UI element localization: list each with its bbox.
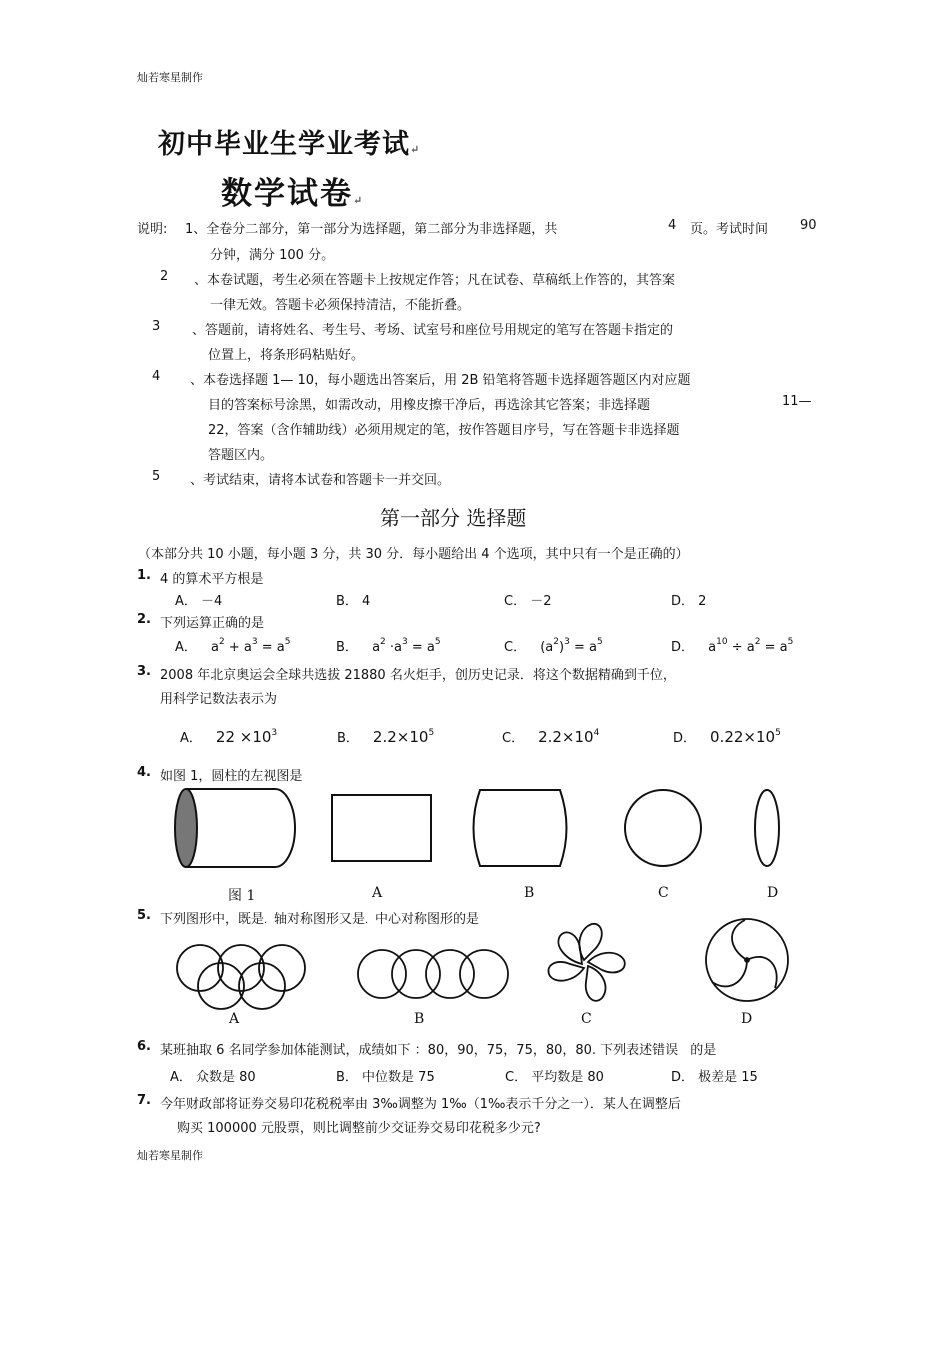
note-1-pages: 4 bbox=[668, 218, 677, 233]
q6-text: 某班抽取 6 名同学参加体能测试，成绩如下 ：80，90，75，75，80，80. 下列表述错误 的是 bbox=[160, 1043, 717, 1058]
note-1-line-a: 1、全卷分二部分，第一部分为选择题，第二部分为非选择题，共 bbox=[185, 222, 558, 237]
q6-option-a: A． 众数是 80 bbox=[170, 1070, 256, 1085]
q3-option-a: A． $22 \times 10^3$ bbox=[180, 728, 278, 746]
q4-figure-label: 图 1 bbox=[228, 888, 256, 904]
q5-label-a: A bbox=[229, 1011, 240, 1027]
q2-option-d: D． $a^{10} \div a^2 = a^5$ bbox=[671, 637, 794, 655]
note-4-line-a: 、本卷选择题 1— 10，每小题选出答案后，用 2B 铅笔将答题卡选择题答题区内对应题 bbox=[190, 373, 691, 388]
q5-number: 5. bbox=[137, 908, 151, 923]
q6-option-d: D． 极差是 15 bbox=[671, 1070, 758, 1085]
note-5-line-a: 、考试结束，请将本试卷和答题卡一并交回。 bbox=[190, 473, 451, 488]
q1-option-c: C． －2 bbox=[504, 594, 552, 609]
note-1-line-c: 分钟，满分 100 分。 bbox=[210, 248, 335, 263]
q3-option-b: B． $2.2\times 10^5$ bbox=[337, 728, 435, 746]
q4-label-a: A bbox=[372, 885, 383, 901]
q3-text-line1: 2008 年北京奥运会全球共选拔 21880 名火炬手，创历史记录．将这个数据精确到千位， bbox=[160, 668, 676, 683]
note-4-number: 4 bbox=[152, 369, 161, 384]
q5-text: 下列图形中，既是．轴对称图形又是．中心对称图形的是 bbox=[160, 912, 480, 927]
note-2-line-b: 一律无效。答题卡必须保持清洁，不能折叠。 bbox=[210, 298, 471, 313]
q2-text: 下列运算正确的是 bbox=[160, 616, 265, 631]
note-4-range: 11— bbox=[782, 394, 812, 409]
q4-text: 如图 1，圆柱的左视图是 bbox=[160, 769, 303, 784]
note-5-number: 5 bbox=[152, 469, 161, 484]
q2-option-a: A． $a^2 + a^3 = a^5$ bbox=[175, 637, 291, 655]
emphasis-dot: ． bbox=[264, 915, 275, 926]
q2-option-b: B． $a^2 \cdot a^3 = a^5$ bbox=[336, 637, 441, 655]
exam-title-line2: 数学试卷↵ bbox=[221, 176, 365, 212]
q7-text-line2: 购买 100000 元股票，则比调整前少交证券交易印花税多少元? bbox=[177, 1121, 541, 1136]
q7-number: 7. bbox=[137, 1093, 151, 1108]
q3-text-line2: 用科学记数法表示为 bbox=[160, 692, 278, 707]
olympic-rings-figure bbox=[177, 945, 305, 1009]
pinwheel-figure bbox=[548, 924, 624, 1001]
q6-number: 6. bbox=[137, 1039, 151, 1054]
exam-title-line1: 初中毕业生学业考试↵ bbox=[158, 129, 421, 160]
note-2-line-a: 、本卷试题，考生必须在答题卡上按规定作答；凡在试卷、草稿纸上作答的，其答案 bbox=[194, 273, 676, 288]
four-circles-figure bbox=[358, 950, 508, 998]
note-1-time: 90 bbox=[800, 218, 817, 233]
q6-option-c: C． 平均数是 80 bbox=[505, 1070, 604, 1085]
q1-option-a: A． －4 bbox=[175, 594, 223, 609]
cylinder-figure bbox=[175, 789, 295, 867]
option-d-ellipse bbox=[755, 790, 779, 866]
q7-text-line1: 今年财政部将证券交易印花税税率由 3‰调整为 1‰（1‰表示千分之一）．某人在调整后 bbox=[160, 1097, 681, 1112]
q6-option-b: B． 中位数是 75 bbox=[336, 1070, 435, 1085]
note-4-line-c: 22，答案（含作辅助线）必须用规定的笔，按作答题目序号，写在答题卡非选择题 bbox=[208, 423, 680, 438]
section-title: 第一部分 选择题 bbox=[380, 506, 527, 530]
note-4-line-d: 答题区内。 bbox=[208, 448, 274, 463]
note-3-line-b: 位置上，将条形码粘贴好。 bbox=[208, 348, 365, 363]
q1-option-b: B． 4 bbox=[336, 594, 371, 609]
note-2-number: 2 bbox=[160, 269, 169, 284]
footer-watermark: 灿若寒星制作 bbox=[137, 1149, 203, 1162]
q2-option-c: C． $(a^2)^3 = a^5$ bbox=[504, 637, 603, 655]
q4-label-b: B bbox=[524, 885, 535, 901]
option-b-barrel bbox=[474, 790, 567, 866]
section-intro: （本部分共 10 小题，每小题 3 分，共 30 分．每小题给出 4 个选项，其中只有一个是正确的） bbox=[138, 547, 689, 562]
q5-label-d: D bbox=[741, 1011, 753, 1027]
q5-label-c: C bbox=[581, 1011, 592, 1027]
notes-label: 说明: bbox=[137, 222, 168, 237]
q5-figures bbox=[170, 910, 800, 1010]
q1-option-d: D． 2 bbox=[671, 594, 707, 609]
option-a-rectangle bbox=[332, 795, 431, 861]
header-watermark: 灿若寒星制作 bbox=[137, 71, 203, 84]
triskelion-circle-figure bbox=[706, 919, 788, 1001]
return-mark: ↵ bbox=[410, 143, 421, 156]
note-1-line-b: 页。考试时间 bbox=[690, 222, 769, 237]
return-mark: ↵ bbox=[353, 194, 365, 207]
q3-number: 3. bbox=[137, 664, 151, 679]
emphasis-dot: ． bbox=[365, 915, 376, 926]
q3-option-d: D． $0.22\times 10^5$ bbox=[673, 728, 781, 746]
q3-option-c: C． $2.2\times 10^4$ bbox=[502, 728, 600, 746]
q5-label-b: B bbox=[414, 1011, 425, 1027]
note-3-line-a: 、答题前，请将姓名、考生号、考场、试室号和座位号用规定的笔写在答题卡指定的 bbox=[192, 323, 674, 338]
option-c-circle bbox=[625, 790, 701, 866]
q4-number: 4. bbox=[137, 765, 151, 780]
note-3-number: 3 bbox=[152, 319, 161, 334]
q1-number: 1. bbox=[137, 568, 151, 583]
q4-label-d: D bbox=[767, 885, 779, 901]
q1-text: 4 的算术平方根是 bbox=[160, 572, 264, 587]
q4-label-c: C bbox=[658, 885, 669, 901]
q4-figures bbox=[170, 780, 820, 880]
q2-number: 2. bbox=[137, 612, 151, 627]
note-4-line-b: 目的答案标号涂黑，如需改动，用橡皮擦干净后，再选涂其它答案；非选择题 bbox=[208, 398, 651, 413]
